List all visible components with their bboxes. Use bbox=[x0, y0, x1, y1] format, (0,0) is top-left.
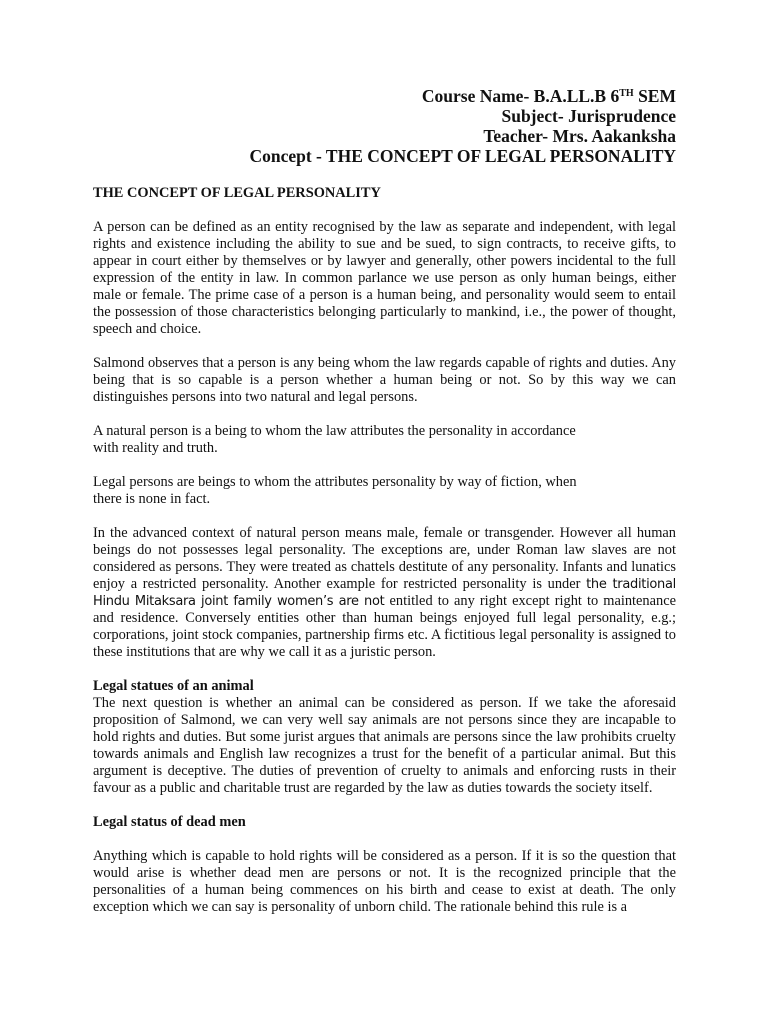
document-body bbox=[93, 185, 676, 916]
paragraph-natural-person: A natural person is a being to whom the law attributes the personality in accordance with reality and truth. bbox=[93, 423, 576, 456]
paragraph-salmond: Salmond observes that a person is any being whom the law regards capable of rights and duties. Any being that is so capable is a person whether a human being or not. So by this way we can distinguishes persons into two natural and legal persons. bbox=[93, 355, 676, 405]
paragraph-dead-men: Anything which is capable to hold rights will be considered as a person. If it is so the question that would arise is whether dead men are persons or not. It is the recognized principle that the personalities of a human being commences on his birth and cease to exist at death. The only exception which we can say is personality of unborn child. The rationale behind this rule is a bbox=[93, 848, 676, 915]
concept-line: Concept - THE CONCEPT OF LEGAL PERSONALITY bbox=[249, 146, 676, 166]
heading-animal-status: Legal statues of an animal bbox=[93, 678, 254, 694]
subject-line: Subject- Jurisprudence bbox=[501, 106, 676, 126]
mitaksara-phrase: the traditional Hindu Mitaksara joint family women’s are not bbox=[93, 577, 676, 609]
paragraph-legal-person: Legal persons are beings to whom the attributes personality by way of fiction, when there is none in fact. bbox=[93, 474, 577, 507]
course-superscript: TH bbox=[619, 88, 634, 99]
teacher-line: Teacher- Mrs. Aakanksha bbox=[483, 126, 676, 146]
paragraph-advanced-context: In the advanced context of natural person means male, female or transgender. However all human beings do not possesses legal personality. The exceptions are, under Roman law slaves are not considered as persons. They were treated as chattels destitute of any personality. Infants and lunatics enjoy a restricted personality. Another example for restricted personality is under the traditional Hindu Mitaksara joint family women’s are not entitled to any right except right to maintenance and residence. Conversely entities other than human beings enjoyed full legal personality, e.g.; corporations, joint stock companies, partnership firms etc. A fictitious legal personality is assigned to these institutions that are why we call it as a juristic person. bbox=[93, 525, 676, 660]
document-header bbox=[249, 86, 676, 166]
paragraph-definition: A person can be defined as an entity recognised by the law as separate and independent, with legal rights and existence including the ability to sue and be sued, to sign contracts, to receive gifts, to appear in court either by themselves or by lawyer and generally, other powers incidental to the full expression of the entity in law. In common parlance we use person as only human beings, either male or female. The prime case of a person is a human being, and personality would seem to entail the possession of those characteristics belonging particularly to mankind, i.e., the power of thought, speech and choice. bbox=[93, 219, 676, 337]
course-name-line: Course Name- B.A.LL.B 6TH SEM bbox=[421, 86, 676, 106]
paragraph-animal-status: The next question is whether an animal can be considered as person. If we take the aforesaid proposition of Salmond, we can very well say animals are not persons since they are incapable to hold rights and duties. But some jurist argues that animals are persons since the law prohibits cruelty towards animals and English law recognizes a trust for the benefit of a particular animal. But this argument is deceptive. The duties of prevention of cruelty to animals and enforcing rusts in their favour as a public and charitable trust are regarded by the law as duties towards the society itself. bbox=[93, 695, 676, 796]
heading-dead-men: Legal status of dead men bbox=[93, 814, 246, 830]
document-title: THE CONCEPT OF LEGAL PERSONALITY bbox=[93, 185, 381, 201]
